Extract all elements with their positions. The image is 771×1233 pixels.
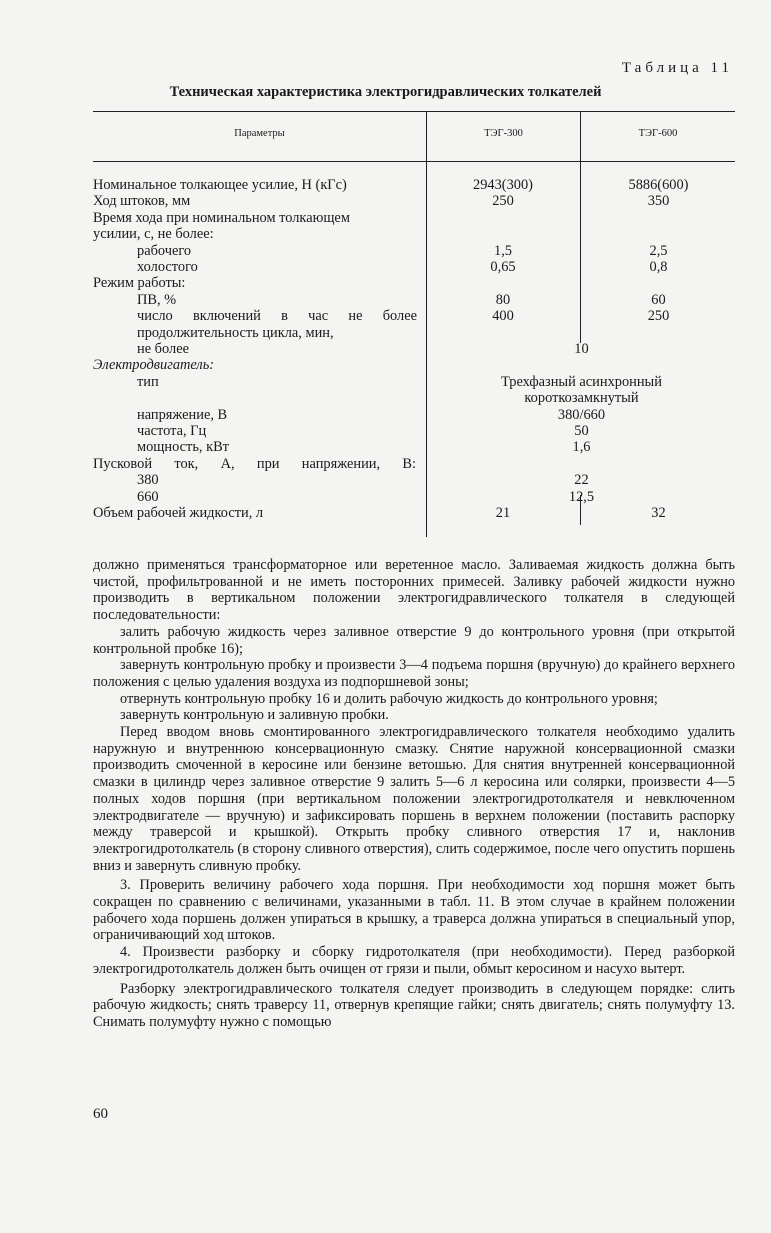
table-header-teg300: ТЭГ-300 [484, 128, 523, 139]
row-label: тип [137, 373, 159, 390]
row-label: число включений в час не более [137, 308, 417, 325]
table-row [0, 357, 771, 373]
row-value-teg300: 0,65 [490, 259, 516, 275]
table-row [0, 374, 771, 390]
row-label: Время хода при номинальном толкающем [93, 209, 350, 226]
paragraph: Перед вводом вновь смонтированного электрогидравлического толкателя необходимо удалить наружную и внутреннюю консервационную смазку. Снятие наружной консервационной смазки производить смоченной в керосине или бензине ветошью. Для снятия внутренней консервационной смазки в цилиндр через заливное отверстие 9 залить 5—6 л керосина или солярки, произвести 4—5 полных ходов поршня (при вертикальном положении электрогидротолкателя и невключенном электродвигателе — вручную) и зафиксировать поршень в верхнем положении (поставить распорку между траверсой и крышкой). Открыть пробку сливного отверстия 17 и, наклонив электрогидротолкатель (в сторону сливного отверстия), слить содержимое, после чего опустить поршень вниз и завернуть сливную пробку. [93, 724, 735, 874]
table-header-params: Параметры [234, 128, 285, 139]
page-number: 60 [93, 1106, 108, 1122]
row-label: холостого [137, 259, 198, 275]
row-value-shared: 22 [574, 472, 589, 489]
paragraph: 4. Произвести разборку и сборку гидротолкателя (при необходимости). Перед разборкой электрогидротолкатель должен быть очищен от грязи и пыли, обмыт керосином и насухо вытерт. [93, 944, 735, 977]
row-label: напряжение, В [137, 406, 228, 423]
table-row [0, 390, 771, 406]
row-value-teg600: 5886(600) [628, 177, 689, 193]
row-value-teg600: 60 [651, 291, 666, 308]
row-label: Ход штоков, мм [93, 193, 191, 210]
paragraph: должно применяться трансформаторное или веретенное масло. Заливаемая жидкость должна быть чистой, профильтрованной и не иметь посторонних примесей. Заливку рабочей жидкости нужно производить в вертикальном положении электрогидравлического толкателя в следующей последовательности: [93, 557, 735, 624]
table-row [0, 341, 771, 357]
row-value-teg600: 250 [647, 308, 670, 325]
row-label: мощность, кВт [137, 439, 229, 456]
paragraph: Разборку электрогидравлического толкателя следует производить в следующем порядке: слить рабочую жидкость; снять траверсу 11, отвернув крепящие гайки; снять двигатель; снять полумуфту 13. Снимать полумуфту нужно с помощью [93, 980, 735, 1030]
row-value-teg600: 350 [647, 193, 670, 210]
row-value-teg600: 0,8 [649, 259, 668, 275]
row-value-teg300: 250 [492, 193, 514, 210]
table-row [0, 489, 771, 505]
table-row [0, 275, 771, 291]
table-row [0, 177, 771, 193]
paragraph: завернуть контрольную и заливную пробки. [120, 707, 389, 724]
row-label: 660 [137, 488, 159, 505]
table-row [0, 505, 771, 521]
paragraph: 3. Проверить величину рабочего хода поршня. При необходимости ход поршня может быть сокращен по сравнению с величинами, указанными в табл. 11. В этом случае в крайнем положении рабочего хода поршень должен упираться в крышку, а траверса должна упираться в специальный упор, ограничивающий ход штоков. [93, 877, 735, 944]
row-value-shared: Трехфазный асинхронный [501, 373, 662, 390]
row-label: Объем рабочей жидкости, л [93, 505, 264, 521]
table-row [0, 292, 771, 308]
table-title: Техническая характеристика электрогидравлических толкателей [169, 84, 602, 100]
table-row [0, 226, 771, 242]
table-row [0, 325, 771, 341]
row-value-shared: 12,5 [568, 488, 595, 505]
table-header-teg600: ТЭГ-600 [638, 128, 678, 139]
row-value-shared: короткозамкнутый [524, 390, 639, 407]
row-label: рабочего [137, 242, 192, 259]
row-value-shared: 380/660 [557, 406, 606, 423]
body-text [93, 557, 735, 1031]
table-number: Таблица 11 [621, 60, 733, 76]
row-label: 380 [137, 472, 159, 489]
table-row [0, 472, 771, 488]
table-row [0, 243, 771, 259]
row-value-shared: 1,6 [572, 439, 591, 456]
table-row [0, 456, 771, 472]
table-row [0, 210, 771, 226]
row-value-teg600: 32 [651, 505, 666, 521]
row-label: не более [137, 341, 189, 357]
row-value-teg300: 21 [495, 505, 511, 521]
row-label: Режим работы: [93, 275, 186, 292]
table-top-rule [93, 111, 735, 112]
row-label: усилии, с, не более: [93, 226, 214, 243]
row-label: Электродвигатель: [93, 357, 215, 374]
row-value-teg300: 400 [492, 308, 514, 325]
paragraph: залить рабочую жидкость через заливное отверстие 9 до контрольного уровня (при открытой контрольной пробке 16); [93, 623, 735, 657]
row-value-shared: 50 [574, 423, 589, 439]
row-label: Номинальное толкающее усилие, Н (кГс) [93, 177, 347, 193]
paragraph: отвернуть контрольную пробку 16 и долить рабочую жидкость до контрольного уровня; [120, 690, 658, 707]
table-row [0, 259, 771, 275]
table-row [0, 423, 771, 439]
row-value-teg300: 1,5 [494, 242, 512, 259]
table-row [0, 407, 771, 423]
paragraph: завернуть контрольную пробку и произвести 3—4 подъема поршня (вручную) до крайнего верхнего положения с целью удаления воздуха из подпоршневой зоны; [93, 657, 735, 690]
row-label: продолжительность цикла, мин, [137, 324, 334, 341]
table-row [0, 439, 771, 455]
table-header-rule [93, 161, 735, 162]
row-value-shared: 10 [574, 341, 589, 357]
table-row [0, 308, 771, 324]
row-value-teg600: 2,5 [649, 242, 668, 259]
row-label: ПВ, % [137, 291, 177, 308]
row-value-teg300: 2943(300) [473, 177, 533, 193]
row-label: частота, Гц [137, 423, 207, 439]
table-row [0, 193, 771, 209]
row-value-teg300: 80 [495, 291, 511, 308]
row-label: Пусковой ток, А, при напряжении, В: [93, 455, 416, 472]
